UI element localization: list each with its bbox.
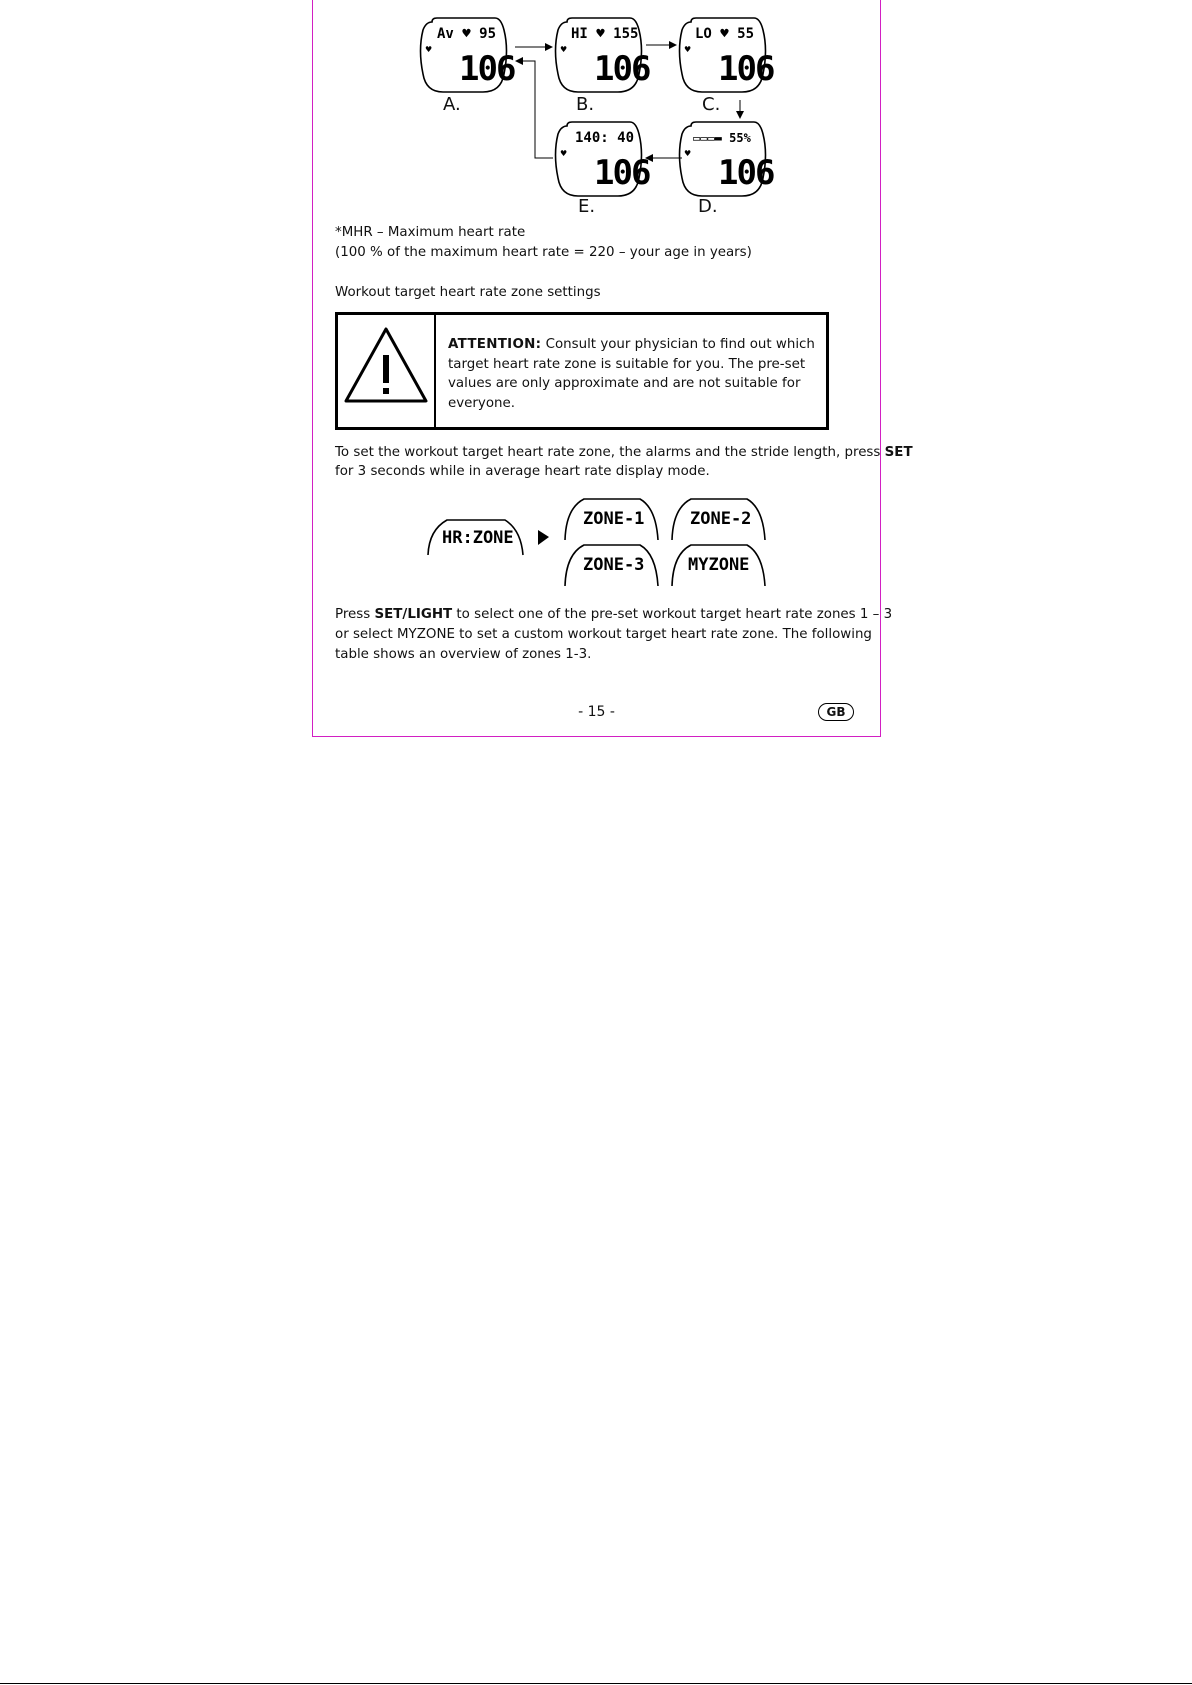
page-number: - 15 - [578,704,615,720]
screen-e-main: 106 [594,153,650,193]
label-d: D. [698,196,718,217]
watch-screen-d [680,122,774,196]
watch-screen-a [421,18,515,92]
screen-b-main: 106 [594,49,650,89]
zone-screen-2 [672,499,765,540]
screen-b-top: HI ♥ 155 [571,26,639,42]
zone-screen-hr-zone [428,520,523,555]
screen-c-main: 106 [718,49,774,89]
zone-instruction-line-2: or select MYZONE to set a custom workout target heart rate zone. The following [335,627,872,642]
section-heading: Workout target heart rate zone settings [335,285,601,300]
label-e: E. [578,196,596,217]
zone-screen-1 [565,499,658,540]
zone-instruction-pre: Press [335,607,375,622]
label-a: A. [443,94,461,115]
attention-box [335,312,829,430]
zone-start-label: HR:ZONE [442,528,514,548]
warning-triangle-icon [338,315,434,427]
heart-icon: ♥ [684,149,692,158]
bottom-rule [0,1683,1192,1684]
screen-a-main: 106 [459,49,515,89]
instruction-text: To set the workout target heart rate zone, the alarms and the stride length, press [335,445,885,460]
attention-title: ATTENTION: [448,337,542,352]
country-badge: GB [818,703,854,721]
attention-body: Consult your physician to find out which target heart rate zone is suitable for you. The pre-set values are only approximate and are not suitable for everyone. [448,337,815,411]
instruction-line-1 [335,443,913,463]
screen-c-top: LO ♥ 55 [695,26,755,42]
zone-screen-3 [565,545,658,586]
heart-icon: ♥ [560,149,568,158]
screen-a-top: Av ♥ 95 [437,26,497,42]
zone-option-3: ZONE-3 [583,555,645,575]
arrow-e-to-a [516,61,553,158]
zone-instruction-key: SET/LIGHT [374,607,453,622]
zone-instruction-post: to select one of the pre-set workout target heart rate zones 1 – 3 [452,607,893,622]
zone-option-2: ZONE-2 [690,509,752,529]
footnote-line-2: (100 % of the maximum heart rate = 220 – your age in years) [335,245,752,260]
attention-divider [434,315,436,427]
zone-instruction-line-3: table shows an overview of zones 1-3. [335,647,592,662]
heart-icon: ♥ [684,45,692,54]
instruction-line-2: for 3 seconds while in average heart rate display mode. [335,464,710,479]
screen-e-top: 140: 40 [575,130,635,146]
manual-page [312,0,913,737]
label-c: C. [702,94,721,115]
zone-instruction-line-1 [335,605,892,625]
screen-d-top: ▭▭▭▬ 55% [693,131,751,145]
zone-option-1: ZONE-1 [583,509,645,529]
watch-screen-b [556,18,650,92]
label-b: B. [576,94,595,115]
play-arrow-icon [538,530,549,545]
screen-d-main: 106 [718,153,774,193]
watch-screen-e [556,122,650,196]
heart-icon: ♥ [560,45,568,54]
zone-option-myzone: MYZONE [688,555,750,575]
instruction-set-key: SET [884,445,913,460]
heart-icon: ♥ [425,45,433,54]
zone-screen-myzone [672,545,765,586]
footnote-line-1: *MHR – Maximum heart rate [335,225,526,240]
attention-text [448,335,818,413]
watch-screen-c [680,18,774,92]
